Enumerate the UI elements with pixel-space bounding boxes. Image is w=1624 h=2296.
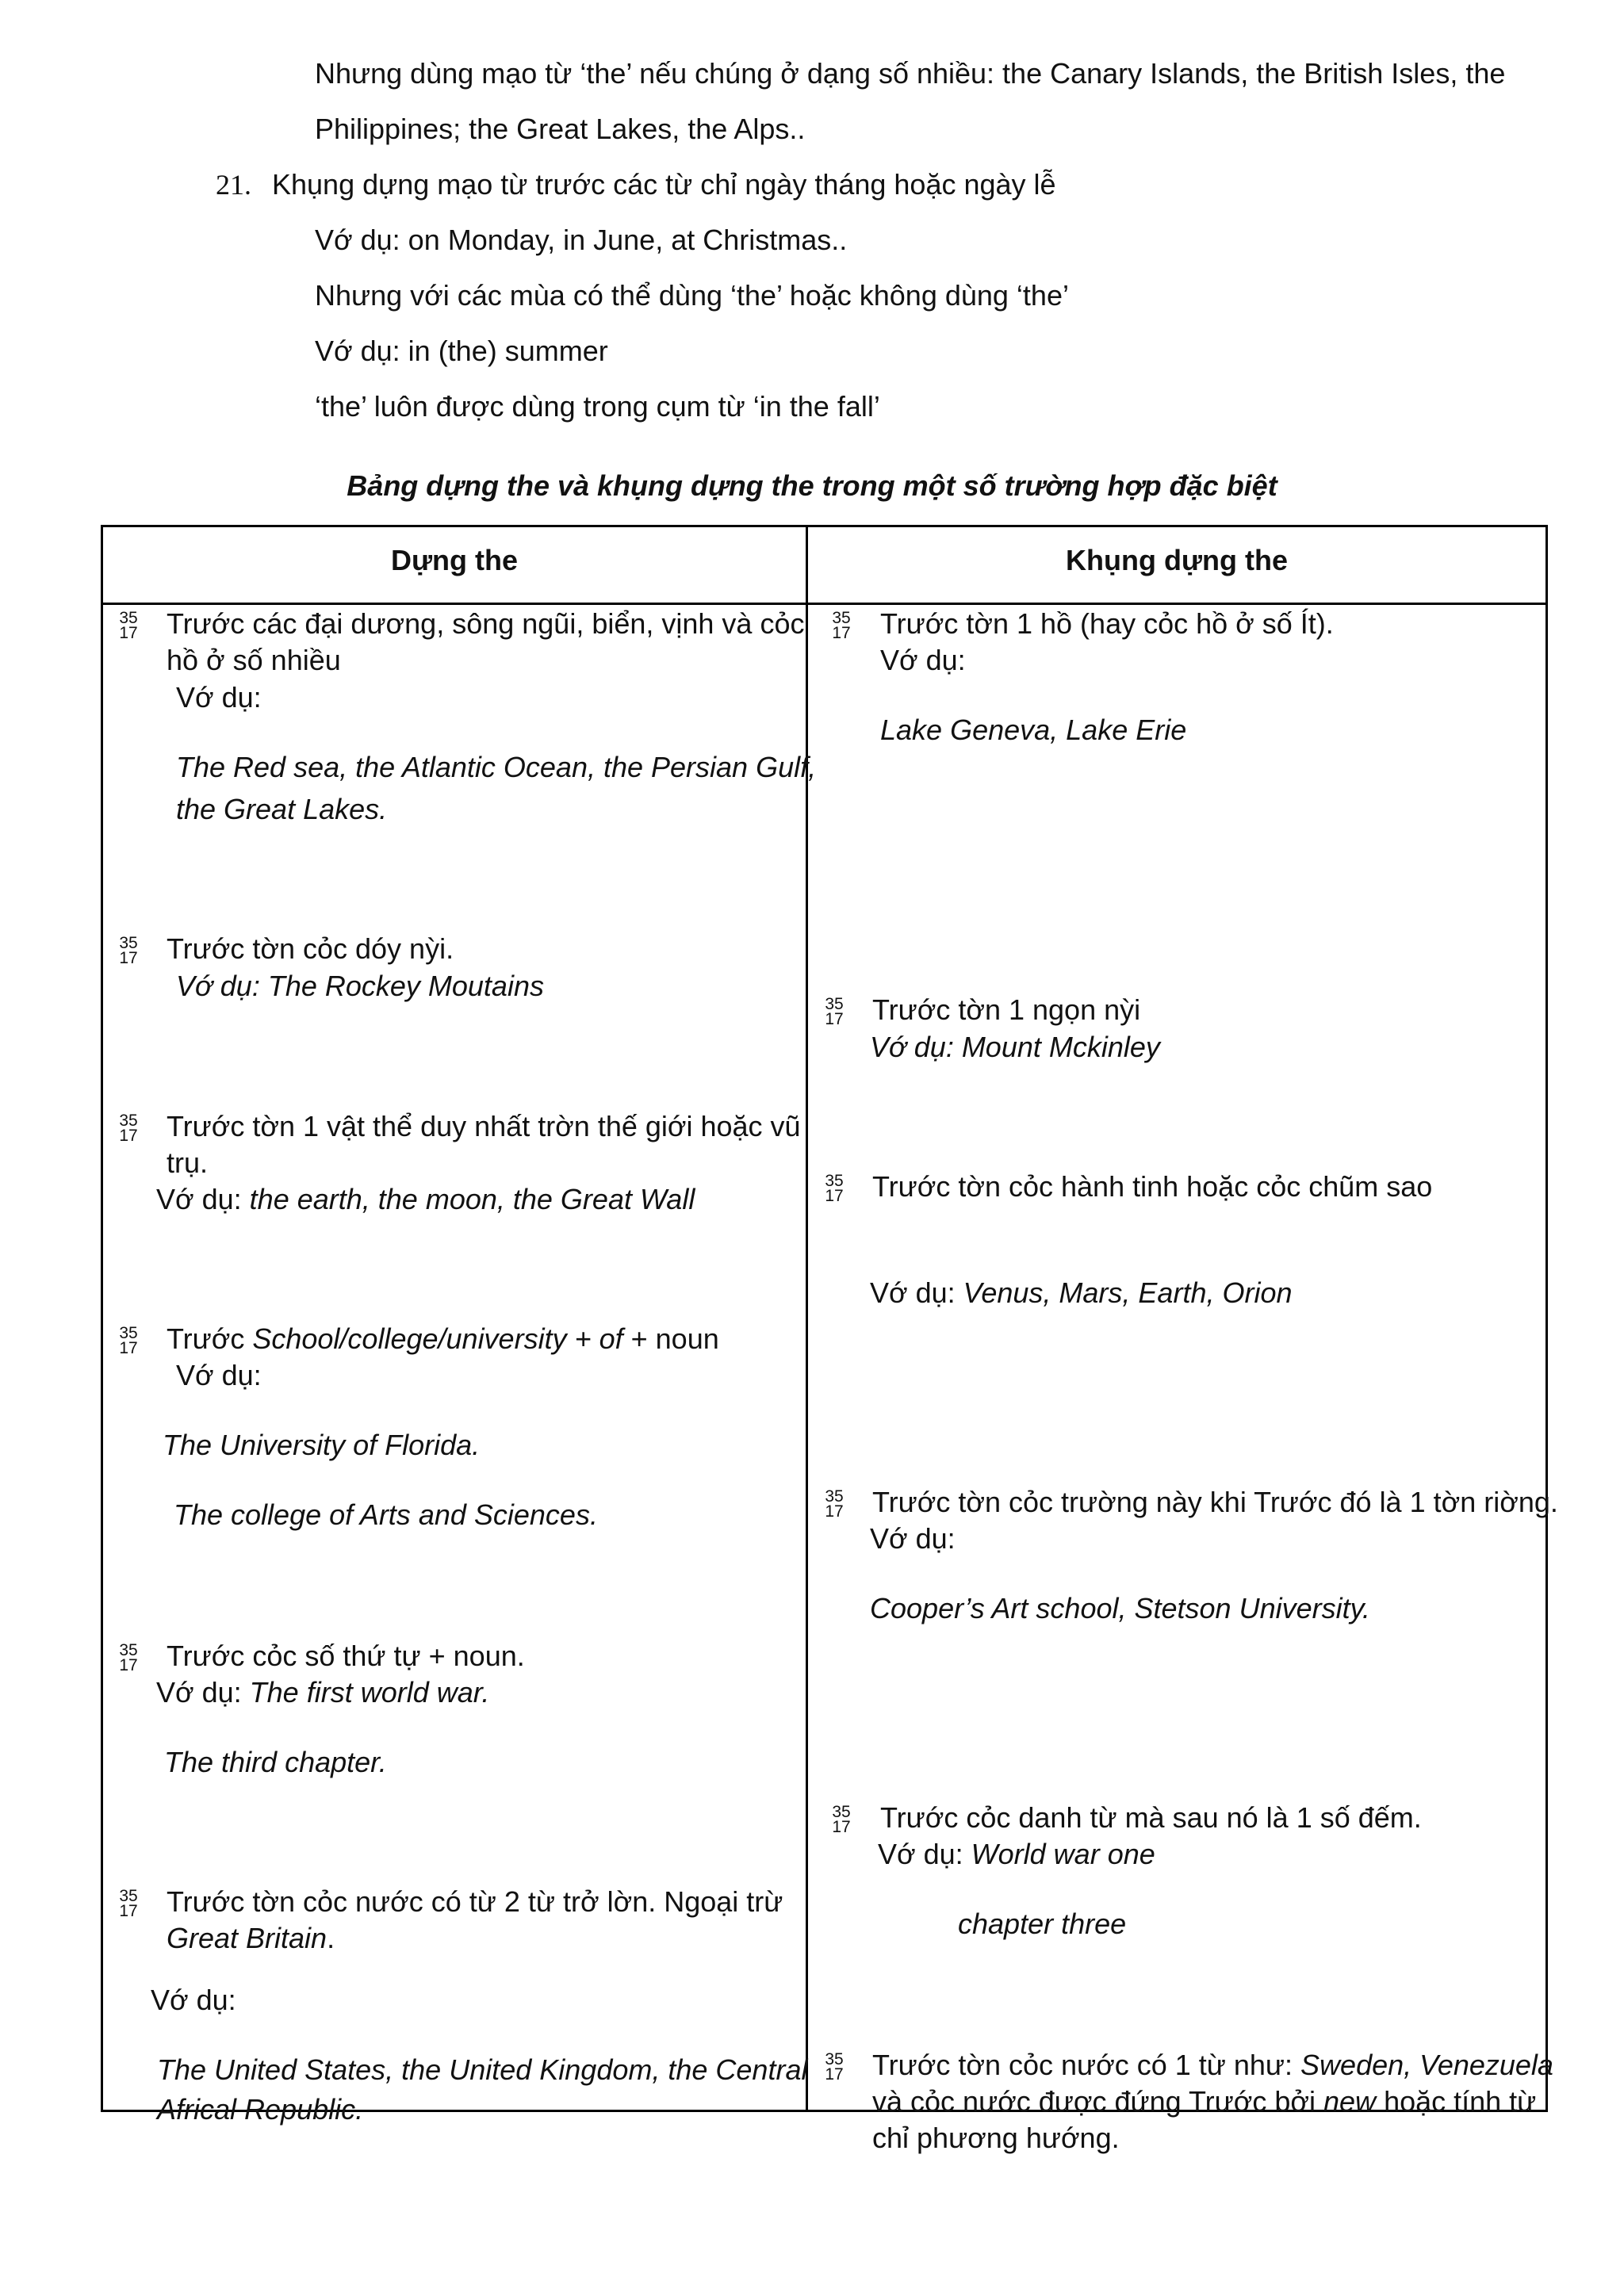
rule-prefix: Trước tờn cỏc nước có 1 từ như: xyxy=(872,2049,1301,2081)
rule-italic: new xyxy=(1323,2085,1377,2118)
bullet-icon: 35 17 xyxy=(119,1887,138,1920)
intro-line-1: Nhưng dùng mạo từ ‘the’ nếu chúng ở dạng số nhiều: the Canary Islands, the British Isles, the xyxy=(315,57,1506,90)
right-rule-6-line-1 xyxy=(872,2047,1553,2084)
left-rule-1-example-a: The Red sea, the Atlantic Ocean, the Persian Gulf, xyxy=(176,751,817,783)
note-line: Nhưng với các mùa có thể dùng ‘the’ hoặc không dùng ‘the’ xyxy=(315,279,1069,312)
right-rule-4: Trước tờn cỏc trường này khi Trước đó là 1 tờn riờng. xyxy=(872,1486,1558,1518)
rule-prefix: và cỏc nước được đứng Trước bởi xyxy=(872,2085,1324,2118)
left-rule-1-line-2: hồ ở số nhiều xyxy=(167,644,341,676)
example-label: Vớ dụ: xyxy=(156,1183,250,1215)
column-header-use-the: Dựng the xyxy=(390,544,519,576)
right-rule-1: Trước tờn 1 hồ (hay cỏc hồ ở số Ít). xyxy=(880,607,1334,640)
table-caption: Bảng dựng the và khụng dựng the trong một số trường hợp đặc biệt xyxy=(347,469,1277,502)
rule-prefix: Trước xyxy=(167,1322,253,1355)
table-header-divider xyxy=(101,603,1548,605)
left-rule-3-example xyxy=(156,1181,695,1218)
left-rule-5-example xyxy=(156,1674,489,1711)
right-rule-5: Trước cỏc danh từ mà sau nó là 1 số đếm. xyxy=(880,1801,1422,1834)
example-label: Vớ dụ: xyxy=(156,1676,250,1709)
rule-italic: School/college/university + of xyxy=(252,1322,623,1355)
item-number: 21. xyxy=(216,169,251,201)
bullet-icon: 35 17 xyxy=(119,1112,138,1145)
left-rule-2: Trước tờn cỏc dóy nỳi. xyxy=(167,932,454,965)
left-rule-3-line-1: Trước tờn 1 vật thể duy nhất trờn thế giới hoặc vũ xyxy=(167,1110,801,1142)
note-line-2: ‘the’ luôn được dùng trong cụm từ ‘in the fall’ xyxy=(315,390,880,423)
bullet-icon: 35 17 xyxy=(825,1172,844,1205)
example-value: the earth, the moon, the Great Wall xyxy=(249,1183,695,1215)
bullet-icon: 35 17 xyxy=(832,1803,851,1836)
example-line-1: Vớ dụ: on Monday, in June, at Christmas.. xyxy=(315,224,848,256)
right-rule-5-example xyxy=(878,1836,1155,1873)
right-rule-6-line-2 xyxy=(872,2084,1536,2120)
left-rule-6-line-1: Trước tờn cỏc nước có từ 2 từ trở lờn. Ngoại trừ xyxy=(167,1885,783,1918)
left-rule-3-line-2: trụ. xyxy=(167,1146,209,1179)
left-rule-2-example: Vớ dụ: The Rockey Moutains xyxy=(176,970,544,1002)
bullet-icon: 35 17 xyxy=(119,609,138,642)
left-rule-6-example-label: Vớ dụ: xyxy=(151,1984,236,2016)
example-value: Venus, Mars, Earth, Orion xyxy=(963,1276,1293,1309)
example-label: Vớ dụ: xyxy=(878,1838,971,1870)
bullet-icon: 35 17 xyxy=(832,609,851,642)
bullet-icon: 35 17 xyxy=(119,934,138,967)
example-label: Vớ dụ: xyxy=(870,1276,963,1309)
bullet-icon: 35 17 xyxy=(119,1324,138,1357)
bullet-icon: 35 17 xyxy=(825,1487,844,1521)
bullet-icon: 35 17 xyxy=(825,995,844,1028)
left-rule-5: Trước cỏc số thứ tự + noun. xyxy=(167,1640,525,1672)
right-rule-5-example-2: chapter three xyxy=(958,1908,1127,1940)
column-header-no-the: Khụng dựng the xyxy=(1065,544,1288,576)
rule-italic: Sweden, Venezuela xyxy=(1300,2049,1553,2081)
rule-suffix: hoặc tính từ xyxy=(1376,2085,1537,2118)
right-rule-4-example-label: Vớ dụ: xyxy=(870,1522,956,1555)
right-rule-1-example: Lake Geneva, Lake Erie xyxy=(880,714,1187,746)
left-rule-6-line-2 xyxy=(167,1920,335,1957)
example-value: The first world war. xyxy=(249,1676,490,1709)
intro-line-2: Philippines; the Great Lakes, the Alps.. xyxy=(315,113,806,145)
left-rule-4-example-label: Vớ dụ: xyxy=(176,1359,262,1391)
left-rule-4 xyxy=(167,1321,719,1357)
right-rule-2: Trước tờn 1 ngọn nỳi xyxy=(872,993,1141,1026)
left-rule-4-example-1: The University of Florida. xyxy=(163,1429,481,1461)
item-text: Khụng dựng mạo từ trước các từ chỉ ngày tháng hoặc ngày lễ xyxy=(272,168,1056,201)
exception-dot: . xyxy=(327,1922,335,1954)
bullet-icon: 35 17 xyxy=(825,2050,844,2084)
example-line-2: Vớ dụ: in (the) summer xyxy=(315,335,608,367)
left-rule-1-example-label: Vớ dụ: xyxy=(176,681,262,714)
right-rule-6-line-3: chỉ phương hướng. xyxy=(872,2122,1120,2154)
exception-name: Great Britain xyxy=(167,1922,327,1954)
left-rule-6-example-b: Africal Republic. xyxy=(157,2093,364,2126)
rule-suffix: + noun xyxy=(622,1322,719,1355)
left-rule-4-example-2: The college of Arts and Sciences. xyxy=(174,1498,598,1531)
left-rule-1-line-1: Trước các đại dương, sông ngũi, biển, vịnh và cỏc xyxy=(167,607,805,640)
right-rule-2-example: Vớ dụ: Mount Mckinley xyxy=(870,1031,1160,1063)
left-rule-6-example-a: The United States, the United Kingdom, the Central xyxy=(157,2053,808,2086)
right-rule-3-example xyxy=(870,1275,1293,1311)
bullet-icon: 35 17 xyxy=(119,1641,138,1674)
left-rule-5-example-2: The third chapter. xyxy=(164,1746,387,1778)
left-rule-1-example-b: the Great Lakes. xyxy=(176,793,388,825)
right-rule-1-example-label: Vớ dụ: xyxy=(880,644,966,676)
right-rule-3: Trước tờn cỏc hành tinh hoặc cỏc chũm sao xyxy=(872,1170,1433,1203)
example-value: World war one xyxy=(971,1838,1155,1870)
right-rule-4-example: Cooper’s Art school, Stetson University. xyxy=(870,1592,1370,1624)
